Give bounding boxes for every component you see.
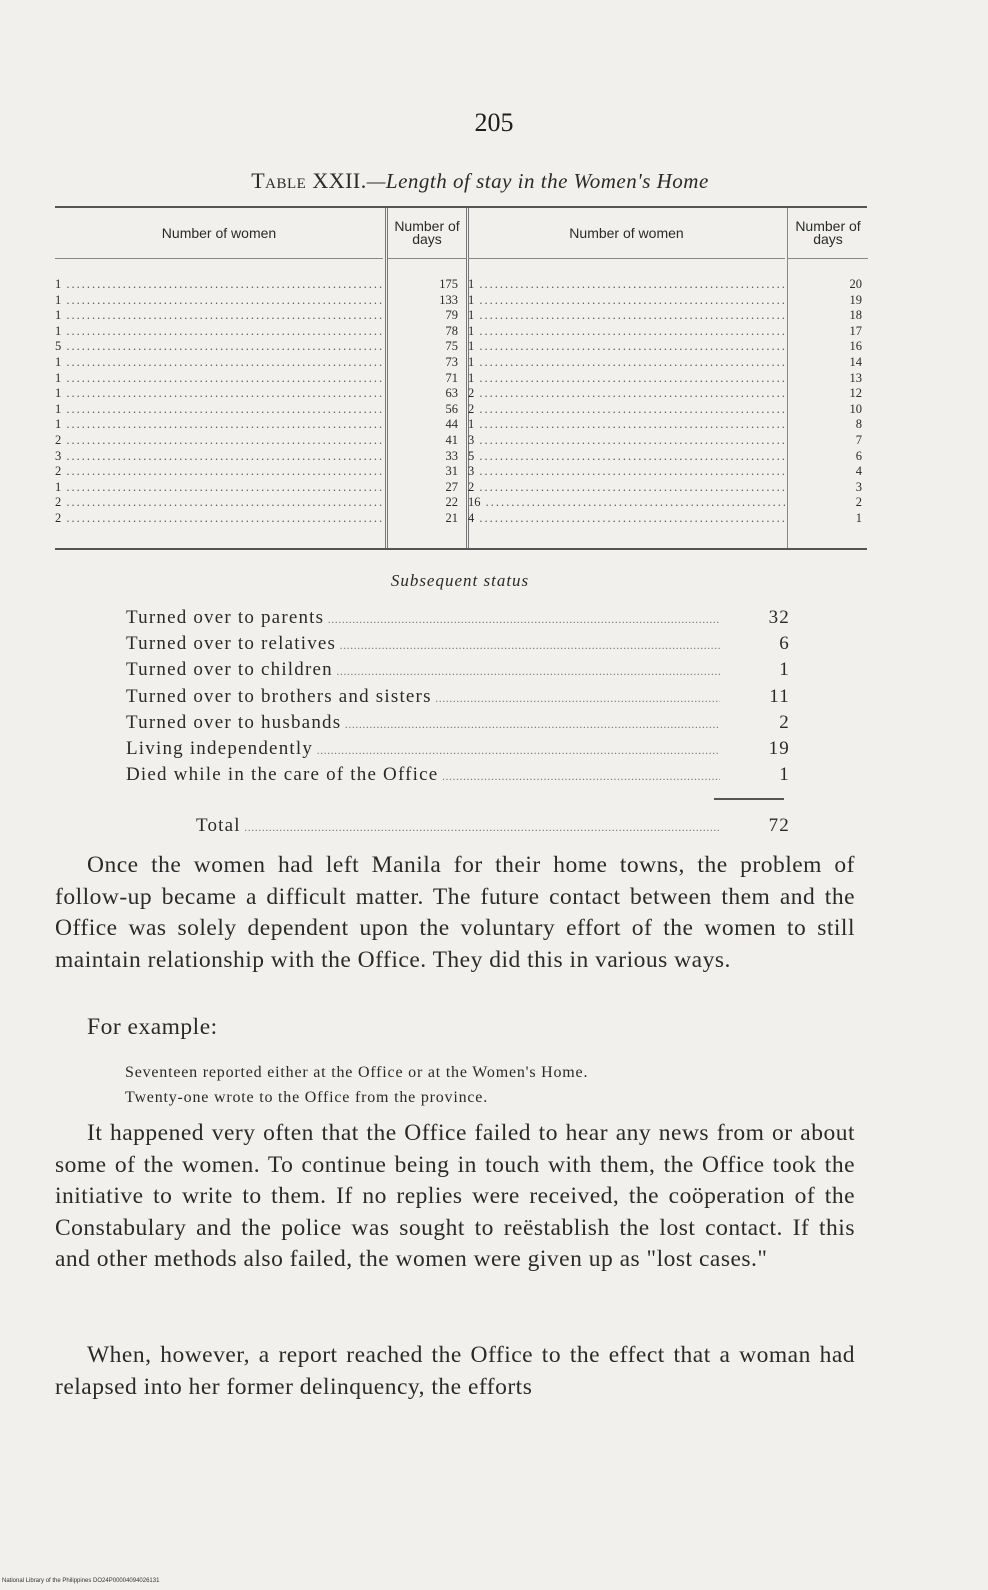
status-row <box>126 710 791 736</box>
paragraph-lost-cases: It happened very often that the Office failed to hear any news from or about some of the women. To continue being in touch with them, the Office took the initiative to write to them. If no replies were received, the coöperation of the Constabulary and the police was sought to reëstablish the lost contact. If this and other methods also failed, the women were given up as "lost cases." <box>55 1120 855 1272</box>
table-cell-women: 1 ..... <box>468 308 785 324</box>
table-cell-days: 79 <box>445 308 458 323</box>
subsequent-status-list <box>126 605 791 788</box>
table-cell-women: 1 ..... <box>468 371 785 387</box>
table-cell-women: 2 ..... <box>55 464 383 480</box>
status-value: 11 <box>769 685 790 707</box>
total-value: 72 <box>768 815 790 836</box>
status-value: 1 <box>779 659 790 681</box>
table-cell-women: 2 ..... <box>55 495 383 511</box>
table-cell-women: 1 ..... <box>55 386 383 402</box>
status-label: Turned over to relatives ..... <box>126 631 720 657</box>
table-title <box>0 168 960 194</box>
table-cell-women: 16 ..... <box>468 495 785 511</box>
table-title-label: Table XXII. <box>251 168 367 193</box>
length-of-stay-table <box>55 206 867 550</box>
status-row <box>126 631 791 657</box>
status-row <box>126 762 791 788</box>
table-cell-women: 1 ..... <box>55 371 383 387</box>
table-cell-days: 44 <box>445 417 458 432</box>
table-cell-days: 75 <box>445 339 458 354</box>
table-cell-days: 8 <box>855 417 862 432</box>
table-cell-women: 1 ..... <box>55 293 383 309</box>
table-cell-days: 19 <box>849 292 862 307</box>
table-cell-days: 21 <box>445 510 458 525</box>
table-cell-days: 20 <box>849 277 862 291</box>
status-row <box>126 684 791 710</box>
paragraph-for-example: For example: <box>87 1014 218 1040</box>
table-cell-days: 63 <box>445 386 458 401</box>
table-cell-women: 1 ..... <box>468 324 785 340</box>
table-cell-women: 1 ..... <box>55 324 383 340</box>
table-cell-days: 18 <box>849 308 862 323</box>
table-cell-women: 1 ..... <box>55 480 383 496</box>
left-women-rows <box>55 259 383 527</box>
table-cell-days: 14 <box>849 354 862 369</box>
table-cell-women: 2 ..... <box>468 402 785 418</box>
status-value: 2 <box>779 711 790 733</box>
table-cell-days: 10 <box>849 401 862 416</box>
right-days-column <box>787 208 868 548</box>
table-cell-days: 13 <box>849 370 862 385</box>
page-number: 205 <box>474 108 514 137</box>
total-row <box>196 813 791 839</box>
table-cell-days: 3 <box>855 479 862 494</box>
status-label: Turned over to husbands ..... <box>126 710 720 736</box>
right-women-rows <box>468 259 785 527</box>
total-rule <box>714 798 784 800</box>
status-label: Living independently ..... <box>126 736 720 762</box>
table-cell-women: 1 ..... <box>468 339 785 355</box>
table-cell-women: 3 ..... <box>55 449 383 465</box>
table-cell-women: 2 ..... <box>468 480 785 496</box>
table-cell-days: 1 <box>855 510 862 525</box>
table-cell-days: 2 <box>855 495 862 510</box>
table-cell-women: 2 ..... <box>55 511 383 527</box>
table-cell-women: 5 ..... <box>55 339 383 355</box>
paragraph-follow-up: Once the women had left Manila for their home towns, the problem of follow-up became a difficult matter. The future contact between them and the Office was solely dependent upon the voluntary effort of the women to still maintain relationship with the Office. They did this in various ways. <box>55 852 855 973</box>
table-cell-days: 33 <box>445 448 458 463</box>
status-label: Turned over to parents ..... <box>126 605 720 631</box>
table-cell-days: 27 <box>445 479 458 494</box>
table-cell-days: 78 <box>445 323 458 338</box>
status-value: 19 <box>768 737 790 759</box>
left-days-rows <box>388 259 466 527</box>
table-cell-women: 3 ..... <box>468 464 785 480</box>
table-cell-women: 1 ..... <box>55 355 383 371</box>
status-row <box>126 605 791 631</box>
table-cell-days: 16 <box>849 339 862 354</box>
status-row <box>126 657 791 683</box>
table-cell-days: 133 <box>439 292 458 307</box>
table-cell-days: 17 <box>849 323 862 338</box>
table-cell-women: 1 ..... <box>55 308 383 324</box>
status-label: Died while in the care of the Office ..... <box>126 762 720 788</box>
table-cell-days: 71 <box>445 370 458 385</box>
table-cell-women: 4 ..... <box>468 511 785 527</box>
example-line-1: Seventeen reported either at the Office or at the Women's Home. <box>125 1064 589 1081</box>
table-cell-days: 22 <box>445 495 458 510</box>
table-cell-women: 1 ..... <box>468 355 785 371</box>
left-days-header: Number of days <box>388 208 466 259</box>
example-line-2: Twenty-one wrote to the Office from the province. <box>125 1089 489 1106</box>
status-value: 32 <box>768 607 790 628</box>
status-label: Turned over to brothers and sisters ..... <box>126 684 720 710</box>
table-cell-days: 31 <box>445 464 458 479</box>
table-cell-women: 1 ..... <box>55 402 383 418</box>
table-cell-women: 5 ..... <box>468 449 785 465</box>
right-women-column <box>468 208 785 548</box>
table-cell-days: 175 <box>439 277 458 291</box>
table-cell-days: 73 <box>445 354 458 369</box>
status-value: 6 <box>779 633 790 655</box>
table-cell-women: 1 ..... <box>468 277 785 293</box>
right-days-rows <box>788 259 868 527</box>
table-cell-women: 1 ..... <box>55 277 383 293</box>
left-women-column <box>55 208 383 548</box>
table-cell-women: 2 ..... <box>55 433 383 449</box>
table-cell-days: 12 <box>849 386 862 401</box>
table-cell-days: 6 <box>855 448 862 463</box>
table-cell-days: 56 <box>445 401 458 416</box>
subsequent-status-heading: Subsequent status <box>390 571 530 590</box>
table-cell-women: 1 ..... <box>468 293 785 309</box>
table-cell-women: 1 ..... <box>468 417 785 433</box>
table-cell-days: 41 <box>445 432 458 447</box>
table-cell-days: 4 <box>855 464 862 479</box>
status-label: Turned over to children ..... <box>126 657 720 683</box>
table-cell-women: 1 ..... <box>55 417 383 433</box>
left-days-column <box>385 208 469 548</box>
paragraph-relapse: When, however, a report reached the Office to the effect that a woman had relapsed into her former delinquency, the efforts <box>55 1342 855 1400</box>
left-women-header: Number of women <box>55 208 383 259</box>
table-cell-women: 3 ..... <box>468 433 785 449</box>
table-title-name: —Length of stay in the Women's Home <box>366 169 709 193</box>
status-row <box>126 736 791 762</box>
right-women-header: Number of women <box>468 208 785 259</box>
footer-credit: National Library of the Philippines DO24P00004094026131 <box>2 1578 160 1584</box>
total-label: Total ..... <box>196 813 720 839</box>
table-cell-days: 7 <box>855 432 862 447</box>
status-value: 1 <box>779 764 790 786</box>
table-cell-women: 2 ..... <box>468 386 785 402</box>
right-days-header: Number of days <box>788 208 868 259</box>
